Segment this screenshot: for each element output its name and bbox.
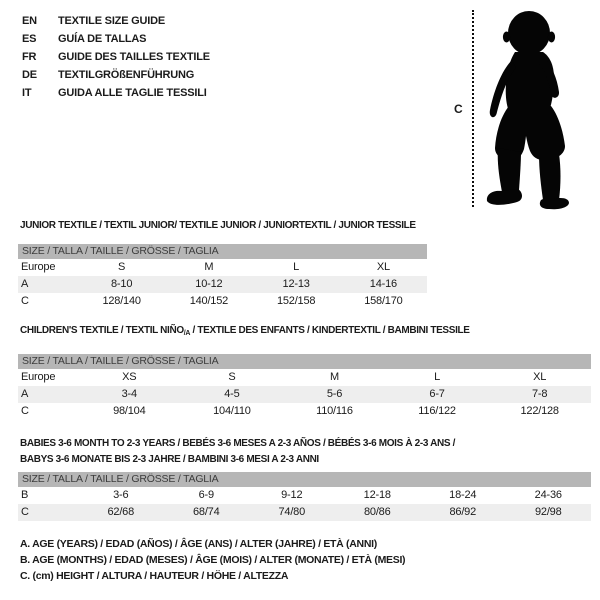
row-label: Europe: [21, 371, 56, 383]
size-table-babies: [18, 436, 591, 521]
size-cell: 14-16: [369, 278, 397, 290]
title-text: JUNIOR TEXTILE / TEXTIL JUNIOR/ TEXTILE JUNIOR / JUNIORTEXTIL / JUNIOR TESSILE: [20, 220, 416, 231]
size-cell: 62/68: [107, 506, 135, 518]
footnote-list: [20, 536, 405, 584]
size-cell: XL: [376, 261, 390, 273]
table-row: [18, 369, 591, 386]
table-title-line: [20, 436, 591, 452]
language-code: FR: [22, 51, 37, 63]
row-label: C: [21, 405, 29, 417]
size-cell: 10-12: [195, 278, 223, 290]
size-table-children: [18, 323, 591, 420]
footnote: B. AGE (MONTHS) / EDAD (MESES) / ÂGE (MOIS) / ALTER (MONATE) / ETÀ (MESI): [20, 554, 406, 566]
size-cell: 3-4: [121, 388, 137, 400]
size-cell: 80/86: [363, 506, 391, 518]
size-cell: L: [293, 261, 300, 273]
row-label: A: [21, 388, 29, 400]
language-code: ES: [22, 33, 37, 45]
size-cell: 104/110: [213, 405, 251, 417]
size-cell: 12-18: [363, 489, 391, 501]
table-row: [18, 403, 591, 420]
language-title: TEXTILGRÖßENFÜHRUNG: [58, 69, 195, 81]
language-row: [22, 84, 210, 102]
size-grid: [18, 354, 591, 420]
row-label: C: [21, 506, 29, 518]
language-code: EN: [22, 15, 37, 27]
size-header-bar: SIZE / TALLA / TAILLE / GRÖSSE / TAGLIA: [18, 354, 591, 369]
size-cell: 110/116: [316, 405, 353, 417]
row-label: C: [21, 295, 29, 307]
language-title: GUÍA DE TALLAS: [58, 33, 147, 45]
size-cell: 18-24: [449, 489, 477, 501]
size-cell: 3-6: [113, 489, 129, 501]
size-cell: XL: [533, 371, 547, 383]
table-row: [18, 386, 591, 403]
size-cell: 12-13: [282, 278, 310, 290]
baby-silhouette-icon: [481, 8, 571, 210]
size-cell: 92/98: [534, 506, 562, 518]
table-row: [18, 487, 591, 504]
size-grid: [18, 244, 427, 310]
size-cell: 68/74: [192, 506, 220, 518]
title-text: BABIES 3-6 MONTH TO 2-3 YEARS / BEBÉS 3-6 MESES A 2-3 AÑOS / BÉBÉS 3-6 MOIS À 2-3 ANS /: [20, 438, 456, 449]
table-row: [18, 293, 427, 310]
size-cell: 116/122: [418, 405, 456, 417]
size-cell: M: [330, 371, 339, 383]
size-cell: M: [204, 261, 214, 273]
size-cell: 9-12: [281, 489, 303, 501]
table-row: [18, 276, 427, 293]
size-cell: 158/170: [364, 295, 403, 307]
size-cell: 7-8: [532, 388, 548, 400]
size-table-junior: [18, 218, 591, 310]
size-cell: 74/80: [278, 506, 306, 518]
size-cell: 152/158: [276, 295, 316, 307]
row-label: A: [21, 278, 29, 290]
title-text: / TEXTILE DES ENFANTS / KINDERTEXTIL / BAMBINI TESSILE: [190, 325, 470, 336]
table-title-line: [20, 218, 591, 234]
size-cell: S: [228, 371, 236, 383]
size-cell: 128/140: [102, 295, 141, 307]
size-cell: XS: [122, 371, 137, 383]
row-label: B: [21, 489, 29, 501]
size-tables: [18, 212, 591, 521]
language-code: DE: [22, 69, 37, 81]
language-row: [22, 66, 210, 84]
language-title: GUIDE DES TAILLES TEXTILE: [58, 51, 210, 63]
size-cell: 98/104: [113, 405, 146, 417]
size-cell: S: [118, 261, 126, 273]
table-title-line: [20, 452, 591, 468]
size-cell: 4-5: [224, 388, 240, 400]
table-title: [20, 436, 591, 468]
size-cell: 8-10: [111, 278, 133, 290]
language-row: [22, 48, 210, 66]
size-grid: [18, 472, 591, 521]
table-row: [18, 259, 427, 276]
language-list: [22, 12, 210, 102]
size-cell: 6-7: [429, 388, 445, 400]
language-row: [22, 12, 210, 30]
size-cell: 122/128: [520, 405, 559, 417]
table-title-line: [20, 323, 591, 342]
size-cell: 86/92: [449, 506, 477, 518]
height-label-c: C: [454, 102, 463, 116]
title-text: BABYS 3-6 MONATE BIS 2-3 JAHRE / BAMBINI 3-6 MESI A 2-3 ANNI: [20, 454, 319, 465]
size-cell: 6-9: [198, 489, 214, 501]
title-text: CHILDREN'S TEXTILE / TEXTIL NIÑO: [20, 325, 184, 336]
table-row: [18, 504, 591, 521]
size-header-bar: SIZE / TALLA / TAILLE / GRÖSSE / TAGLIA: [18, 244, 427, 259]
table-title: [20, 218, 591, 234]
size-cell: L: [434, 371, 441, 383]
height-reference-dotted-line: [472, 10, 474, 207]
footnote: C. (cm) HEIGHT / ALTURA / HAUTEUR / HÖHE / ALTEZZA: [20, 570, 289, 582]
footnote: A. AGE (YEARS) / EDAD (AÑOS) / ÂGE (ANS) / ALTER (JAHRE) / ETÀ (ANNI): [20, 538, 377, 550]
title-subscript: /A: [183, 330, 191, 337]
size-cell: 24-36: [534, 489, 562, 501]
language-code: IT: [22, 87, 32, 99]
table-title: [20, 323, 591, 342]
language-title: TEXTILE SIZE GUIDE: [58, 15, 166, 27]
language-row: [22, 30, 210, 48]
language-title: GUIDA ALLE TAGLIE TESSILI: [58, 87, 207, 99]
size-cell: 5-6: [326, 388, 343, 400]
row-label: Europe: [21, 261, 56, 273]
size-cell: 140/152: [189, 295, 229, 307]
size-header-bar: SIZE / TALLA / TAILLE / GRÖSSE / TAGLIA: [18, 472, 591, 487]
